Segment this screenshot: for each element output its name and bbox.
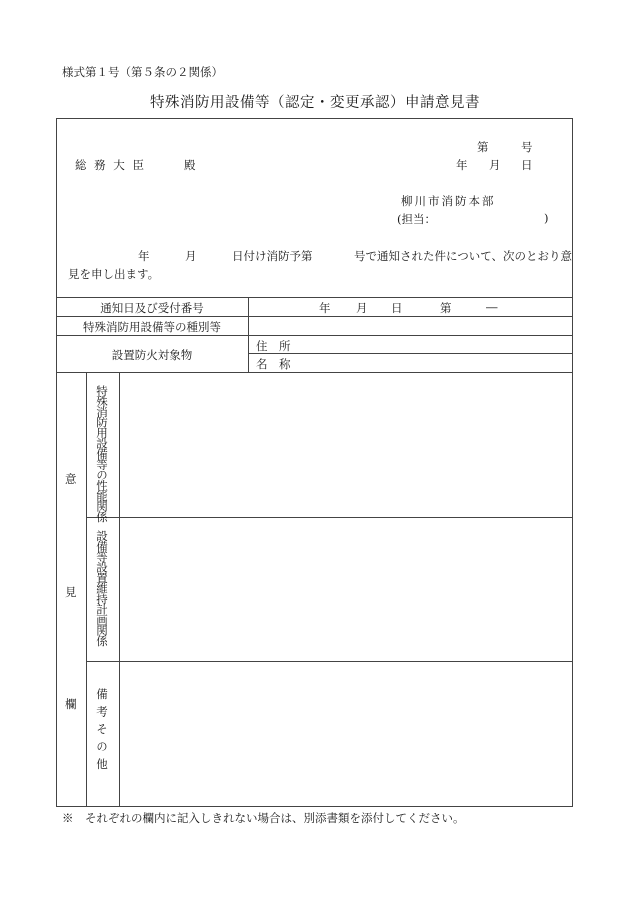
body-rest: 号で通知された件について、次のとおり意 xyxy=(354,249,573,263)
row-line-2 xyxy=(56,335,573,336)
doc-number-go: 号 xyxy=(521,140,533,154)
body-year: 年 xyxy=(138,249,150,263)
row-notice-label: 通知日及び受付番号 xyxy=(100,301,204,315)
opinion-char-1: 意 xyxy=(65,472,77,486)
contact-open: (担当： xyxy=(397,212,436,226)
honorific: 殿 xyxy=(184,158,196,172)
doc-number-dai: 第 xyxy=(477,140,489,154)
row-notice-dai: 第 xyxy=(440,301,452,315)
form-number-label: 様式第１号（第５条の２関係） xyxy=(62,65,223,79)
table-top-line xyxy=(56,297,573,298)
section-remarks-label: 備考その他 xyxy=(95,688,109,776)
date-year: 年 xyxy=(456,158,468,172)
body-mid: 日付け消防予第 xyxy=(232,249,313,263)
document-title: 特殊消防用設備等（認定・変更承認）申請意見書 xyxy=(150,95,480,111)
row-notice-day: 日 xyxy=(391,301,403,315)
body-line2: 見を申し出ます。 xyxy=(68,267,160,281)
row-line-3 xyxy=(248,353,573,354)
row-notice-dash: ― xyxy=(486,300,498,314)
addressee: 総 務 大 臣 xyxy=(75,158,146,172)
opinion-col-line-1 xyxy=(86,372,87,807)
footer-note: ※ それぞれの欄内に記入しきれない場合は、別添書類を添付してください。 xyxy=(62,811,465,825)
section-maintenance-plan-label: 設備等設置維持計画関係 xyxy=(95,530,109,646)
row-line-4 xyxy=(56,372,573,373)
section-performance-label: 特殊消防用設備等の性能関係 xyxy=(95,385,109,522)
contact-close: ) xyxy=(544,211,549,225)
row-target-name-label: 名 称 xyxy=(256,357,291,371)
body-month: 月 xyxy=(185,249,197,263)
date-month: 月 xyxy=(489,158,501,172)
date-day: 日 xyxy=(521,158,533,172)
opinion-row-line-1 xyxy=(86,517,573,518)
table-mid-divider xyxy=(248,297,249,372)
row-notice-year: 年 xyxy=(319,301,331,315)
row-line-1 xyxy=(56,316,573,317)
opinion-char-2: 見 xyxy=(65,585,77,599)
opinion-row-line-2 xyxy=(86,661,573,662)
row-notice-month: 月 xyxy=(356,301,368,315)
form-frame xyxy=(56,118,573,807)
opinion-col-line-2 xyxy=(119,372,120,807)
sender-name: 柳川市消防本部 xyxy=(401,194,496,208)
row-target-label: 設置防火対象物 xyxy=(111,348,193,362)
row-target-address-label: 住 所 xyxy=(256,339,291,353)
opinion-char-3: 欄 xyxy=(65,697,77,711)
row-type-label: 特殊消防用設備等の種別等 xyxy=(83,320,221,334)
